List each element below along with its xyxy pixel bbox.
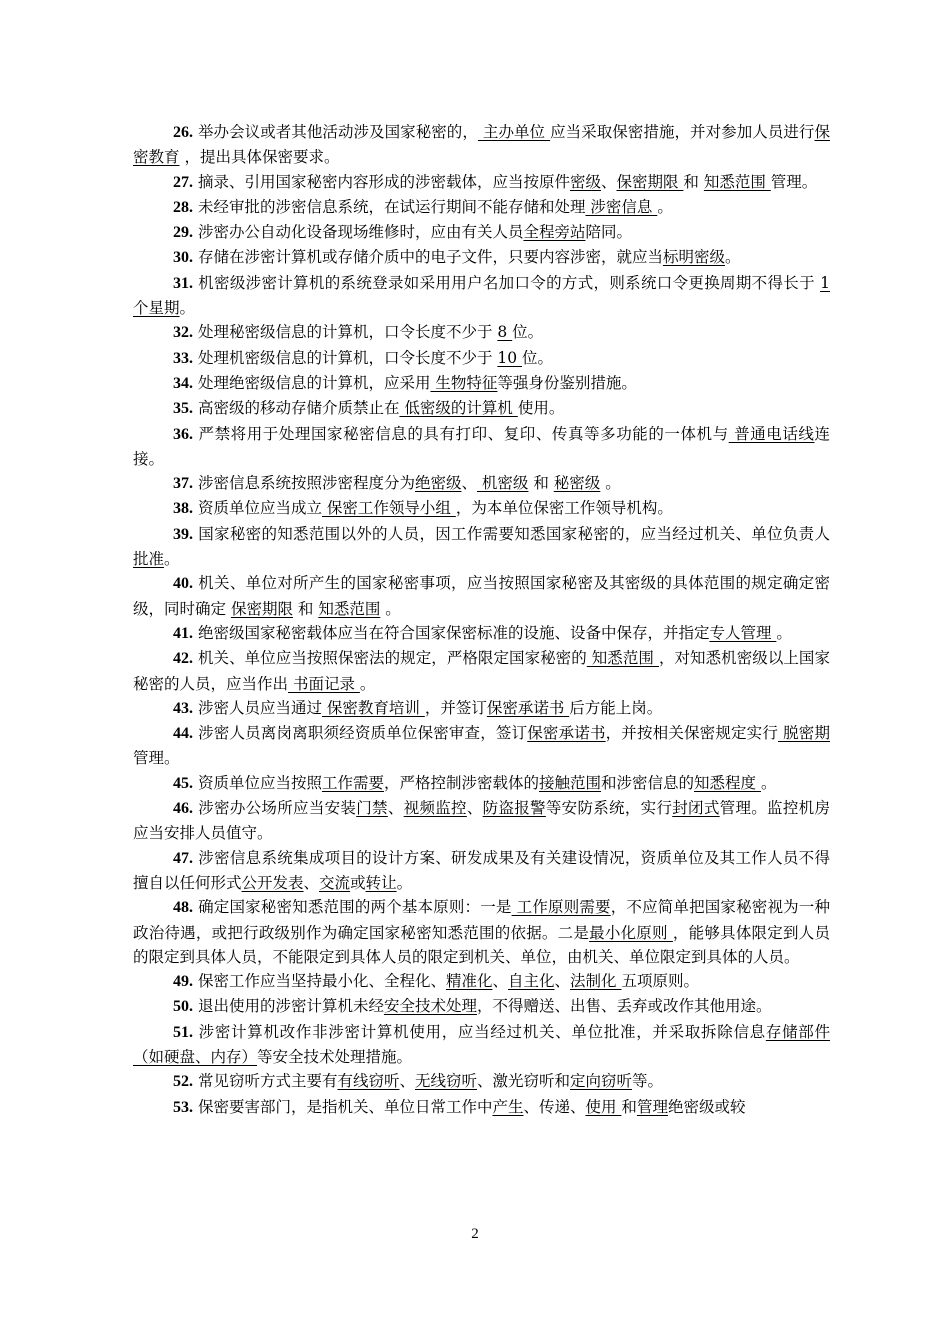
question-text: 涉密办公自动化设备现场维修时，应由有关人员 bbox=[197, 223, 524, 242]
question-item bbox=[133, 271, 830, 321]
question-text: ，对知悉机密级以上国家秘密的人员，应当作出 bbox=[133, 649, 830, 693]
question-text: 保密要害部门，是指机关、单位日常工作中 bbox=[197, 1097, 493, 1116]
question-text: 和 bbox=[621, 1097, 637, 1116]
question-text: 。 bbox=[776, 623, 792, 642]
question-text: 处理绝密级信息的计算机，应采用 bbox=[197, 373, 431, 392]
question-text: 涉密计算机改作非涉密计算机使用，应当经过机关、单位批准，并采取拆除信息 bbox=[198, 1022, 766, 1041]
question-text: 。 bbox=[724, 248, 741, 267]
question-item bbox=[133, 771, 830, 796]
question-item bbox=[133, 346, 830, 371]
answer-blank: 保密承诺书 bbox=[527, 724, 606, 743]
answer-blank: 封闭式 bbox=[672, 799, 720, 818]
answer-blank: 知悉范围 bbox=[586, 649, 659, 668]
question-text: 管理。监控机房应当安排人员值守。 bbox=[133, 799, 830, 843]
question-number: 43. bbox=[173, 699, 193, 717]
question-number: 36. bbox=[173, 425, 193, 443]
question-item bbox=[133, 496, 830, 521]
question-number: 49. bbox=[173, 973, 193, 991]
answer-blank: 脱密期 bbox=[778, 724, 830, 743]
question-text: 资质单位应当按照 bbox=[197, 773, 322, 792]
answer-blank: 保密工作领导小组 bbox=[321, 499, 456, 518]
question-number: 45. bbox=[173, 774, 193, 792]
answer-blank: 门禁 bbox=[356, 799, 388, 818]
answer-blank: 1 个星期 bbox=[133, 273, 830, 318]
answer-blank: 密级 bbox=[569, 172, 601, 191]
question-item bbox=[133, 696, 830, 721]
question-text: ，不得赠送、出售、丢弃或改作其他用途。 bbox=[476, 997, 772, 1016]
question-number: 38. bbox=[173, 500, 193, 518]
question-text: ，能够具体限定到人员的限定到具体人员，不能限定到具体人员的限定到机关、单位，由机关、单位限定到具体的人员。 bbox=[133, 923, 830, 966]
answer-blank: 主办单位 bbox=[477, 123, 551, 141]
answer-blank: 精准化 bbox=[445, 972, 493, 991]
question-text: 陪同。 bbox=[585, 223, 632, 242]
question-text: 涉密办公场所应当安装 bbox=[198, 799, 357, 818]
answer-blank: 标明密级 bbox=[662, 248, 725, 267]
question-text: 机密级涉密计算机的系统登录如采用用户名加口令的方式，则系统口令更换周期不得长于 bbox=[198, 273, 821, 292]
question-item bbox=[133, 245, 830, 270]
answer-blank: 普通电话线 bbox=[728, 424, 815, 443]
answer-blank: 自主化 bbox=[507, 972, 555, 991]
question-text: 摘录、引用国家秘密内容形成的涉密载体，应当按原件 bbox=[197, 172, 570, 191]
question-item bbox=[133, 994, 830, 1019]
question-text: 确定国家秘密知悉范围的两个基本原则：一是 bbox=[198, 898, 512, 917]
question-number: 42. bbox=[173, 650, 193, 668]
question-text: 涉密人员离岗离职须经资质单位保密审查，签订 bbox=[198, 724, 528, 743]
question-item bbox=[133, 621, 830, 646]
question-number: 32. bbox=[173, 324, 193, 342]
question-text: 、激光窃听和 bbox=[477, 1072, 571, 1091]
question-item bbox=[133, 220, 830, 245]
question-text: 、 bbox=[492, 972, 508, 991]
question-text: 应当采取保密措施，并对参加人员进行 bbox=[550, 123, 815, 141]
question-item bbox=[133, 846, 830, 896]
answer-blank: 保密承诺书 bbox=[486, 698, 570, 717]
question-text: 退出使用的涉密计算机未经 bbox=[197, 997, 384, 1016]
answer-blank: 交流 bbox=[319, 873, 351, 892]
answer-blank: 书面记录 bbox=[288, 674, 360, 693]
question-number: 30. bbox=[173, 249, 193, 267]
question-text: 连接。 bbox=[133, 424, 830, 468]
answer-blank: 安全技术处理 bbox=[383, 997, 477, 1016]
answer-blank: 专人管理 bbox=[709, 623, 777, 642]
question-number: 51. bbox=[173, 1023, 193, 1041]
question-text: 管理。 bbox=[133, 749, 180, 768]
question-text: 绝密级或较 bbox=[667, 1097, 746, 1116]
question-item bbox=[133, 471, 830, 496]
question-text: 机关、单位对所产生的国家秘密事项，应当按照国家秘密及其密级的具体范围的规定确定密级，同时确定 bbox=[133, 574, 830, 618]
question-text: 和 bbox=[292, 599, 319, 618]
question-text: 位。 bbox=[522, 348, 554, 367]
answer-blank: 8 bbox=[497, 323, 513, 342]
question-text: 、 bbox=[303, 873, 320, 892]
question-text: 资质单位应当成立 bbox=[197, 499, 322, 518]
question-number: 26. bbox=[173, 124, 193, 141]
question-text: ，提出具体保密要求。 bbox=[179, 148, 340, 167]
answer-blank: 保密教育培训 bbox=[321, 698, 425, 717]
question-item bbox=[133, 1095, 830, 1120]
answer-blank: 绝密级 bbox=[414, 474, 462, 493]
answer-blank: 定向窃听 bbox=[570, 1072, 633, 1091]
answer-blank: 最小化原则 bbox=[589, 923, 673, 942]
question-text: 处理秘密级信息的计算机，口令长度不少于 bbox=[197, 323, 498, 342]
question-text: 国家秘密的知悉范围以外的人员，因工作需要知悉国家秘密的，应当经过机关、单位负责人 bbox=[198, 524, 830, 543]
question-item bbox=[133, 371, 830, 396]
question-number: 40. bbox=[173, 575, 193, 593]
question-number: 37. bbox=[173, 475, 193, 493]
question-text: 位。 bbox=[512, 323, 544, 342]
answer-blank: 保密教育 bbox=[133, 123, 830, 167]
question-text: 存储在涉密计算机或存储介质中的电子文件，只要内容涉密，就应当 bbox=[197, 248, 663, 267]
question-text: 。 bbox=[396, 873, 413, 892]
question-text: 未经审批的涉密信息系统，在试运行期间不能存储和处理 bbox=[197, 197, 586, 216]
question-item bbox=[133, 195, 830, 220]
question-text: 。 bbox=[600, 474, 621, 493]
question-text: 等。 bbox=[632, 1072, 664, 1091]
question-number: 27. bbox=[173, 173, 193, 191]
answer-blank: 工作原则需要 bbox=[511, 898, 611, 917]
question-item bbox=[133, 571, 830, 621]
question-text: 涉密信息系统集成项目的设计方案、研发成果及有关建设情况，资质单位及其工作人员不得擅自以任何形式 bbox=[133, 848, 830, 892]
question-number: 29. bbox=[173, 224, 193, 242]
question-text: 。 bbox=[760, 773, 777, 792]
question-text: 。 bbox=[359, 674, 376, 693]
question-item bbox=[133, 120, 830, 170]
answer-blank: 全程旁站 bbox=[523, 223, 586, 242]
question-text: 等安全技术处理措施。 bbox=[257, 1047, 413, 1066]
answer-blank: 接触范围 bbox=[538, 773, 601, 792]
question-number: 53. bbox=[173, 1098, 193, 1116]
question-text: 常见窃听方式主要有 bbox=[197, 1072, 338, 1091]
question-text: 和涉密信息的 bbox=[601, 773, 695, 792]
question-text: 和 bbox=[528, 474, 554, 493]
question-item bbox=[133, 1020, 830, 1070]
question-number: 52. bbox=[173, 1073, 193, 1091]
answer-blank: 保密期限 bbox=[230, 599, 293, 618]
question-item bbox=[133, 320, 830, 345]
question-text: 绝密级国家秘密载体应当在符合国家保密标准的设施、设备中保存，并指定 bbox=[197, 623, 710, 642]
question-item bbox=[133, 422, 830, 472]
question-text: 、 bbox=[600, 172, 617, 191]
answer-blank: 涉密信息 bbox=[585, 197, 658, 216]
answer-blank: 法制化 bbox=[570, 972, 622, 991]
question-text: 、 bbox=[399, 1072, 415, 1091]
question-item bbox=[133, 646, 830, 696]
question-number: 28. bbox=[173, 198, 193, 216]
answer-blank: 防盗报警 bbox=[482, 799, 546, 818]
answer-blank: 批准 bbox=[133, 550, 165, 569]
question-text: 等强身份鉴别措施。 bbox=[497, 373, 637, 392]
question-number: 35. bbox=[173, 400, 193, 418]
question-text: 、 bbox=[387, 799, 404, 818]
question-text: 高密级的移动存储介质禁止在 bbox=[197, 399, 400, 418]
question-text: 。 bbox=[657, 197, 673, 216]
question-number: 50. bbox=[173, 998, 193, 1016]
page-number: 2 bbox=[471, 1226, 479, 1242]
answer-blank: 转让 bbox=[365, 873, 397, 892]
question-item bbox=[133, 396, 830, 421]
question-text: ，并按相关保密规定实行 bbox=[605, 724, 779, 743]
answer-blank: 使用 bbox=[585, 1097, 622, 1116]
answer-blank: 知悉范围 bbox=[703, 172, 771, 191]
question-item bbox=[133, 895, 830, 969]
question-number: 33. bbox=[173, 349, 193, 367]
answer-blank: 有线窃听 bbox=[337, 1072, 400, 1091]
question-number: 46. bbox=[173, 800, 193, 818]
question-number: 31. bbox=[173, 274, 193, 292]
answer-blank: 存储部件（如硬盘、内存） bbox=[133, 1022, 830, 1066]
question-text: ，并签订 bbox=[424, 698, 487, 717]
question-number: 34. bbox=[173, 374, 193, 392]
question-text: 处理机密级信息的计算机，口令长度不少于 bbox=[197, 348, 498, 367]
answer-blank: 工作需要 bbox=[321, 773, 384, 792]
answer-blank: 秘密级 bbox=[553, 474, 601, 493]
answer-blank: 公开发表 bbox=[241, 873, 304, 892]
question-number: 39. bbox=[173, 525, 193, 543]
answer-blank: 知悉范围 bbox=[318, 599, 381, 618]
question-text: 和 bbox=[683, 172, 704, 191]
question-text: 。 bbox=[380, 599, 401, 618]
question-text: 使用。 bbox=[517, 399, 565, 418]
question-item bbox=[133, 170, 830, 195]
answer-blank: 低密级的计算机 bbox=[399, 399, 518, 418]
question-text: 机关、单位应当按照保密法的规定，严格限定国家秘密的 bbox=[197, 649, 587, 668]
answer-blank: 视频监控 bbox=[403, 799, 467, 818]
question-number: 47. bbox=[173, 849, 193, 867]
question-text: ，不应简单把国家秘密视为一种政治待遇，或把行政级别作为确定国家秘密知悉范围的依据。二是 bbox=[133, 898, 830, 942]
question-text: 、传递、 bbox=[523, 1097, 586, 1116]
question-item bbox=[133, 969, 830, 994]
question-item bbox=[133, 796, 830, 846]
document-body bbox=[133, 120, 830, 1120]
question-text: 举办会议或者其他活动涉及国家秘密的， bbox=[197, 123, 478, 141]
answer-blank: 无线窃听 bbox=[414, 1072, 477, 1091]
question-text: 等安防系统，实行 bbox=[545, 799, 673, 818]
question-text: 管理。 bbox=[770, 172, 818, 191]
question-item bbox=[133, 522, 830, 572]
question-item bbox=[133, 721, 830, 771]
answer-blank: 产生 bbox=[492, 1097, 524, 1116]
question-number: 48. bbox=[173, 899, 193, 917]
question-text: 、 bbox=[461, 474, 477, 493]
question-text: 五项原则。 bbox=[621, 972, 699, 991]
question-text: 保密工作应当坚持最小化、全程化、 bbox=[197, 972, 446, 991]
question-text: ，为本单位保密工作领导机构。 bbox=[455, 499, 673, 518]
answer-blank: 机密级 bbox=[476, 474, 529, 493]
answer-blank: 保密期限 bbox=[616, 172, 684, 191]
question-text: 或 bbox=[350, 873, 366, 892]
question-number: 41. bbox=[173, 624, 193, 642]
question-text: 。 bbox=[179, 299, 196, 318]
question-text: ，严格控制涉密载体的 bbox=[383, 773, 539, 792]
question-text: 。 bbox=[164, 550, 180, 569]
question-number: 44. bbox=[173, 725, 193, 743]
question-item bbox=[133, 1069, 830, 1094]
question-text: 、 bbox=[466, 799, 483, 818]
question-text: 涉密人员应当通过 bbox=[197, 698, 322, 717]
answer-blank: 生物特征 bbox=[430, 373, 498, 392]
answer-blank: 知悉程度 bbox=[694, 773, 761, 792]
question-text: 、 bbox=[554, 972, 571, 991]
question-text: 后方能上岗。 bbox=[569, 698, 663, 717]
answer-blank: 管理 bbox=[636, 1097, 668, 1116]
answer-blank: 10 bbox=[497, 348, 523, 367]
question-text: 严禁将用于处理国家秘密信息的具有打印、复印、传真等多功能的一体机与 bbox=[198, 424, 729, 443]
question-text: 涉密信息系统按照涉密程度分为 bbox=[197, 474, 415, 493]
